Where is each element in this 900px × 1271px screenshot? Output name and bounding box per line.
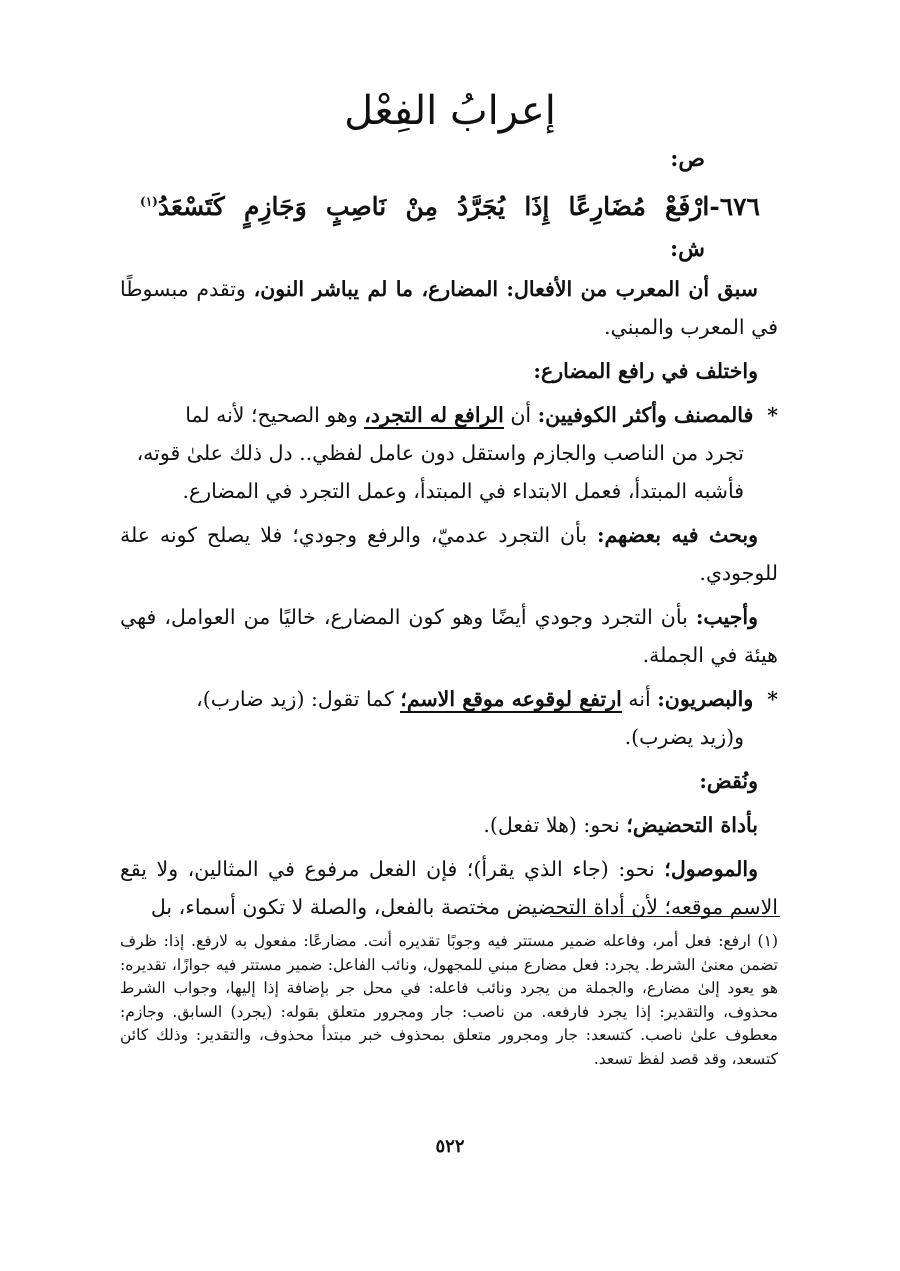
footnote-marker: (١)	[757, 932, 778, 950]
paragraph-text: نحو: (هلا تفعل).	[483, 813, 627, 837]
paragraph-text: وهو الصحيح؛ لأنه لما	[185, 403, 365, 427]
verse-line	[140, 186, 760, 226]
bold-lead: واختلف في رافع المضارع:	[533, 359, 758, 383]
verse-word-last	[140, 192, 225, 221]
bullet-paragraph	[120, 680, 778, 756]
bold-lead: فالمصنف وأكثر الكوفيين:	[537, 403, 754, 427]
paragraph	[120, 806, 778, 844]
star-bullet-icon: *	[767, 687, 778, 711]
verse-word: كَتَسْعَدُ	[157, 191, 225, 221]
paragraph	[120, 270, 778, 346]
paragraph-text: بأن التجرد وجودي أيضًا وهو كون المضارع، خاليًا من العوامل، فهي هيئة في الجملة.	[120, 605, 778, 667]
underlined-phrase: ارتفع لوقوعه موقع الاسم؛	[400, 687, 622, 711]
bold-lead: وبحث فيه بعضهم:	[596, 523, 758, 547]
paragraph-text: بأن التجرد عدميّ، والرفع وجودي؛ فلا يصلح كونه علة للوجودي.	[120, 523, 778, 585]
paragraph-text: أنه	[621, 687, 658, 711]
bold-lead: والبصريون:	[657, 687, 754, 711]
verse-word: نَاصِبٍ	[325, 191, 387, 221]
footnote-ref[interactable]: (١)	[140, 194, 158, 209]
bold-lead: سبق أن المعرب من الأفعال: المضارع، ما لم يباشر النون،	[253, 277, 758, 301]
verse-word: مِنْ	[405, 191, 438, 221]
bold-lead: بأداة التحضيض؛	[626, 813, 758, 837]
bullet-paragraph	[120, 396, 778, 510]
star-bullet-icon: *	[767, 403, 778, 427]
bullet-line	[120, 680, 778, 718]
commentary-label: ش:	[670, 236, 705, 262]
bullet-line: و(زيد يضرب).	[624, 725, 744, 749]
bold-lead: ونُقض:	[699, 769, 758, 793]
section-heading	[120, 352, 778, 390]
paragraph	[120, 850, 778, 926]
bold-lead: وأجيب:	[695, 605, 758, 629]
footnote	[120, 930, 778, 1071]
paragraph-text: أن	[503, 403, 538, 427]
verse-word: يُجَرَّدُ	[457, 191, 506, 221]
bullet-line	[120, 396, 778, 434]
text-label: ص:	[670, 146, 705, 172]
paragraph-text: كما تقول: (زيد ضارب)،	[196, 687, 401, 711]
paragraph	[120, 598, 778, 674]
verse-word: وَجَازِمٍ	[243, 191, 307, 221]
bullet-line: تجرد من الناصب والجازم واستقل دون عامل لفظي.. دل ذلك علىٰ قوته،	[136, 441, 744, 465]
paragraph-text: نحو: (جاء الذي يقرأ)؛ فإن الفعل مرفوع في المثالين، ولا يقع الاسم موقعه؛ لأن أداة التحضيض مختصة بالفعل، والصلة لا تكون أسماء، بل	[120, 857, 778, 919]
footnote-divider	[550, 916, 780, 917]
commentary-body	[120, 270, 778, 932]
paragraph	[120, 516, 778, 592]
page-number: ٥٢٢	[435, 1136, 465, 1157]
bullet-line: فأشبه المبتدأ، فعمل الابتداء في المبتدأ، وعمل التجرد في المضارع.	[182, 479, 744, 503]
verse-word: إِذَا	[524, 191, 550, 221]
underlined-phrase: الرافع له التجرد،	[364, 403, 504, 427]
verse-word: ٦٧٦-ارْفَعْ	[665, 191, 760, 221]
footnote-text: ارفع: فعل أمر، وفاعله ضمير مستتر فيه وجوبًا تقديره أنت. مضارعًا: مفعول به لارفع. إذا: ظرف تضمن معنىٰ الشرط. يجرد: فعل مضارع مبني للمجهول، ونائب الفاعل: ضمير مستتر فيه جوازًا، تقديره: هو يعود إلىٰ مضارع، والجملة من يجرد ونائب فاعله: في محل جر بإضافة إذا إليها، وجواب الشرط محذوف، والتقدير: إذا يجرد فارفعه. من ناصب: جار ومجرور متعلق بقوله: (يجرد) السابق. وجازم: معطوف علىٰ ناصب. كتسعد: جار ومجرور متعلق بمحذوف خبر مبتدأ محذوف، والتقدير: وذلك كائن كتسعد، وقد قصد لفظ تسعد.	[120, 932, 778, 1068]
bold-lead: والموصول؛	[664, 857, 758, 881]
verse-word: مُضَارِعًا	[568, 191, 646, 221]
chapter-title: إعرابُ الفِعْل	[344, 88, 556, 134]
paragraph-text: وتقدم مبسوطًا في المعرب والمبني.	[120, 277, 778, 339]
section-heading	[120, 762, 778, 800]
